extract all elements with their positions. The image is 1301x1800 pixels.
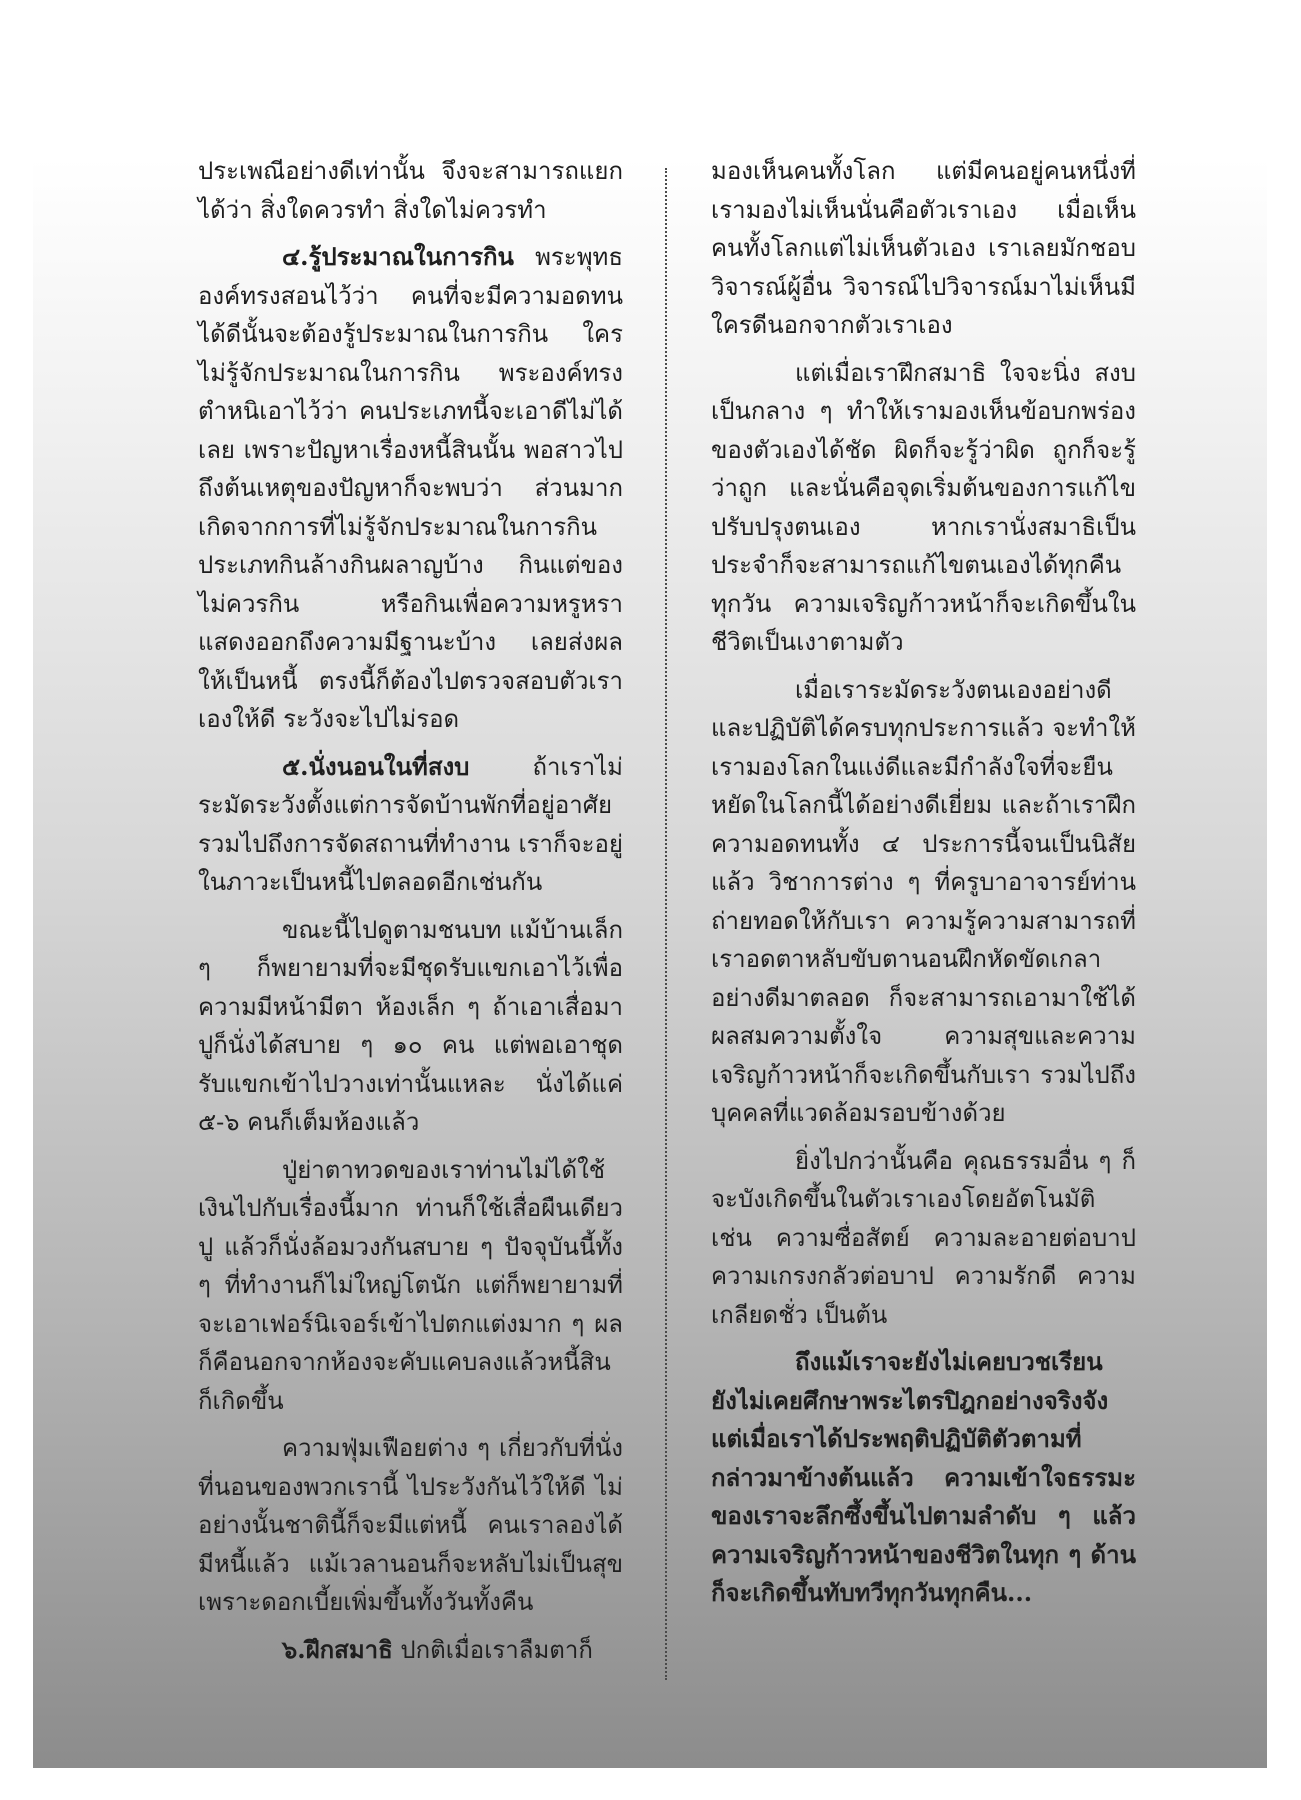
paragraph: มองเห็นคนทั้งโลก แต่มีคนอยู่คนหนึ่งที่เรามองไม่เห็นนั่นคือตัวเราเอง เมื่อเห็นคนทั้งโลกแต่ไม่เห็นตัวเอง เราเลยมักชอบวิจารณ์ผู้อื่น วิจารณ์ไปวิจารณ์มาไม่เห็นมีใครดีนอกจากตัวเราเอง: [711, 157, 1136, 339]
right-column: [711, 152, 1136, 1622]
paragraph: ความฟุ่มเฟือยต่าง ๆ เกี่ยวกับที่นั่งที่นอนของพวกเรานี้ ไประวังกันไว้ให้ดี ไม่อย่างนั้นชาตินี้ก็จะมีแต่หนี้ คนเราลองได้มีหนี้แล้ว แม้เวลานอนก็จะหลับไม่เป็นสุขเพราะดอกเบี้ยเพิ่มขึ้นทั้งวันทั้งคืน: [198, 1434, 623, 1616]
section-heading: ๖.ฝึกสมาธิ: [282, 1634, 393, 1664]
paragraph: ปู่ย่าตาทวดของเราท่านไม่ได้ใช้เงินไปกับเรื่องนี้มาก ท่านก็ใช้เสื่อผืนเดียวปู แล้วก็นั่งล้อมวงกันสบาย ๆ ปัจจุบันนี้ทั้ง ๆ ที่ทำงานก็ไม่ใหญ่โตนัก แต่ก็พยายามที่จะเอาเฟอร์นิเจอร์เข้าไปตกแต่งมาก ๆ ผลก็คือนอกจากห้องจะคับแคบลงแล้วหนี้สินก็เกิดขึ้น: [198, 1155, 623, 1415]
column-divider: [665, 168, 667, 1680]
left-column: [198, 152, 623, 1678]
paragraph: ขณะนี้ไปดูตามชนบท แม้บ้านเล็ก ๆ ก็พยายามที่จะมีชุดรับแขกเอาไว้เพื่อความมีหน้ามีตา ห้องเล็ก ๆ ถ้าเอาเสื่อมาปูก็นั่งได้สบาย ๆ ๑๐ คน แต่พอเอาชุดรับแขกเข้าไปวางเท่านั้นแหละ นั่งได้แค่ ๕-๖ คนก็เต็มห้องแล้ว: [198, 915, 623, 1136]
paragraph: ๖.ฝึกสมาธิ ปกติเมื่อเราลืมตาก็: [282, 1634, 593, 1664]
paragraph: ประเพณีอย่างดีเท่านั้น จึงจะสามารถแยกได้ว่า สิ่งใดควรทำ สิ่งใดไม่ควรทำ: [198, 157, 623, 224]
closing-paragraph: ถึงแม้เราจะยังไม่เคยบวชเรียน ยังไม่เคยศึกษาพระไตรปิฎกอย่างจริงจัง แต่เมื่อเราได้ประพฤติปฏิบัติตัวตามที่กล่าวมาข้างต้นแล้ว ความเข้าใจธรรมะของเราจะลึกซึ้งขึ้นไปตามลำดับ ๆ แล้วความเจริญก้าวหน้าของชีวิตในทุก ๆ ด้านก็จะเกิดขึ้นทับทวีทุกวันทุกคืน...: [711, 1347, 1136, 1607]
paragraph: แต่เมื่อเราฝึกสมาธิ ใจจะนิ่ง สงบเป็นกลาง ๆ ทำให้เรามองเห็นข้อบกพร่องของตัวเองได้ชัด ผิดก็จะรู้ว่าผิด ถูกก็จะรู้ว่าถูก และนั่นคือจุดเริ่มต้นของการแก้ไขปรับปรุงตนเอง หากเรานั่งสมาธิเป็นประจำก็จะสามารถแก้ไขตนเองได้ทุกคืนทุกวัน ความเจริญก้าวหน้าก็จะเกิดขึ้นในชีวิตเป็นเงาตามตัว: [711, 358, 1136, 656]
paragraph: ๕.นั่งนอนในที่สงบ ถ้าเราไม่ระมัดระวังตั้งแต่การจัดบ้านพักที่อยู่อาศัยรวมไปถึงการจัดสถานที่ทำงาน เราก็จะอยู่ในภาวะเป็นหนี้ไปตลอดอีกเช่นกัน: [198, 751, 623, 896]
section-heading: ๔.รู้ประมาณในการกิน: [282, 242, 514, 271]
paragraph: ยิ่งไปกว่านั้นคือ คุณธรรมอื่น ๆ ก็จะบังเกิดขึ้นในตัวเราเองโดยอัตโนมัติ เช่น ความซื่อสัตย์ ความละอายต่อบาป ความเกรงกลัวต่อบาป ความรักดี ความเกลียดชั่ว เป็นต้น: [711, 1146, 1136, 1329]
section-heading: ๕.นั่งนอนในที่สงบ: [282, 751, 470, 781]
paragraph: ๔.รู้ประมาณในการกิน พระพุทธองค์ทรงสอนไว้ว่า คนที่จะมีความอดทนได้ดีนั้นจะต้องรู้ประมาณในการกิน ใครไม่รู้จักประมาณในการกิน พระองค์ทรงตำหนิเอาไว้ว่า คนประเภทนี้จะเอาดีไม่ได้เลย เพราะปัญหาเรื่องหนี้สินนั้น พอสาวไปถึงต้นเหตุของปัญหาก็จะพบว่า ส่วนมากเกิดจากการที่ไม่รู้จักประมาณในการกิน ประเภทกินล้างกินผลาญบ้าง กินแต่ของไม่ควรกิน หรือกินเพื่อความหรูหราแสดงออกถึงความมีฐานะบ้าง เลยส่งผลให้เป็นหนี้ ตรงนี้ก็ต้องไปตรวจสอบตัวเราเองให้ดี ระวังจะไปไม่รอด: [198, 242, 623, 733]
paragraph: เมื่อเราระมัดระวังตนเองอย่างดีและปฏิบัติได้ครบทุกประการแล้ว จะทำให้เรามองโลกในแง่ดีและมีกำลังใจที่จะยืนหยัดในโลกนี้ได้อย่างดีเยี่ยม และถ้าเราฝึกความอดทนทั้ง ๔ ประการนี้จนเป็นนิสัยแล้ว วิชาการต่าง ๆ ที่ครูบาอาจารย์ท่านถ่ายทอดให้กับเรา ความรู้ความสามารถที่เราอดตาหลับขับตานอนฝึกหัดขัดเกลาอย่างดีมาตลอด ก็จะสามารถเอามาใช้ได้ผลสมความตั้งใจ ความสุขและความเจริญก้าวหน้าก็จะเกิดขึ้นกับเรา รวมไปถึงบุคคลที่แวดล้อมรอบข้างด้วย: [711, 675, 1136, 1127]
